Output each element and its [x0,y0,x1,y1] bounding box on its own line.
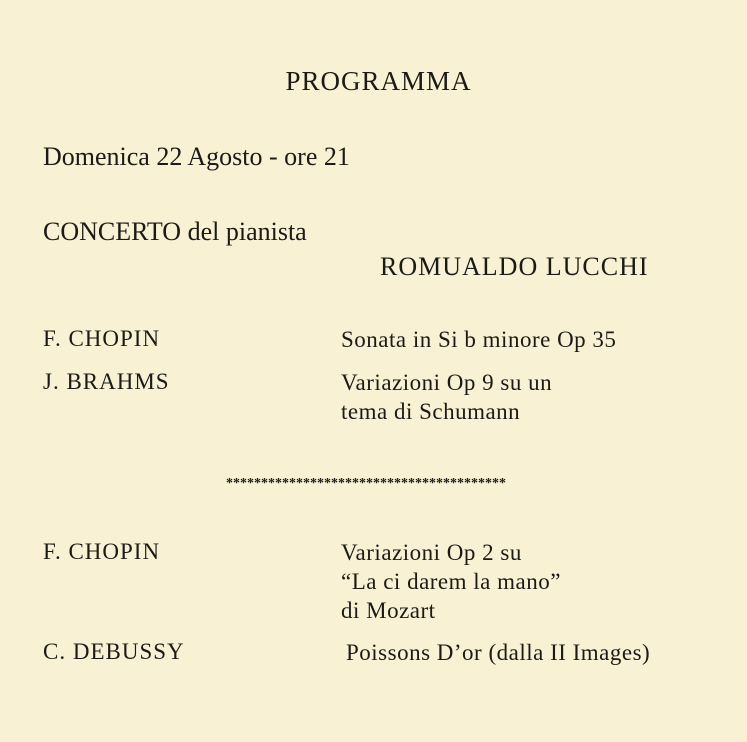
separator-asterisks: **************************************** [226,476,506,491]
work-line: Poissons D’or (dalla II Images) [346,640,651,665]
pianist-name: ROMUALDO LUCCHI [380,252,649,281]
work-line: “La ci darem la mano” [341,569,561,594]
concert-line: CONCERTO del pianista [43,217,307,246]
composer-chopin-1: F. CHOPIN [43,326,161,351]
work-chopin-variations [341,538,561,625]
date-line: Domenica 22 Agosto - ore 21 [43,142,350,171]
work-line: Variazioni Op 2 su [341,540,522,565]
work-line: di Mozart [341,598,436,623]
work-brahms-variations [341,368,552,426]
work-debussy-poissons [346,638,650,667]
composer-debussy: C. DEBUSSY [43,639,185,664]
work-line: tema di Schumann [341,399,521,424]
composer-brahms: J. BRAHMS [43,369,170,394]
work-chopin-sonata [341,325,616,354]
work-line: Variazioni Op 9 su un [341,370,553,395]
work-line: Sonata in Si b minore Op 35 [341,327,617,352]
composer-chopin-2: F. CHOPIN [43,539,161,564]
program-heading: PROGRAMMA [285,66,472,96]
